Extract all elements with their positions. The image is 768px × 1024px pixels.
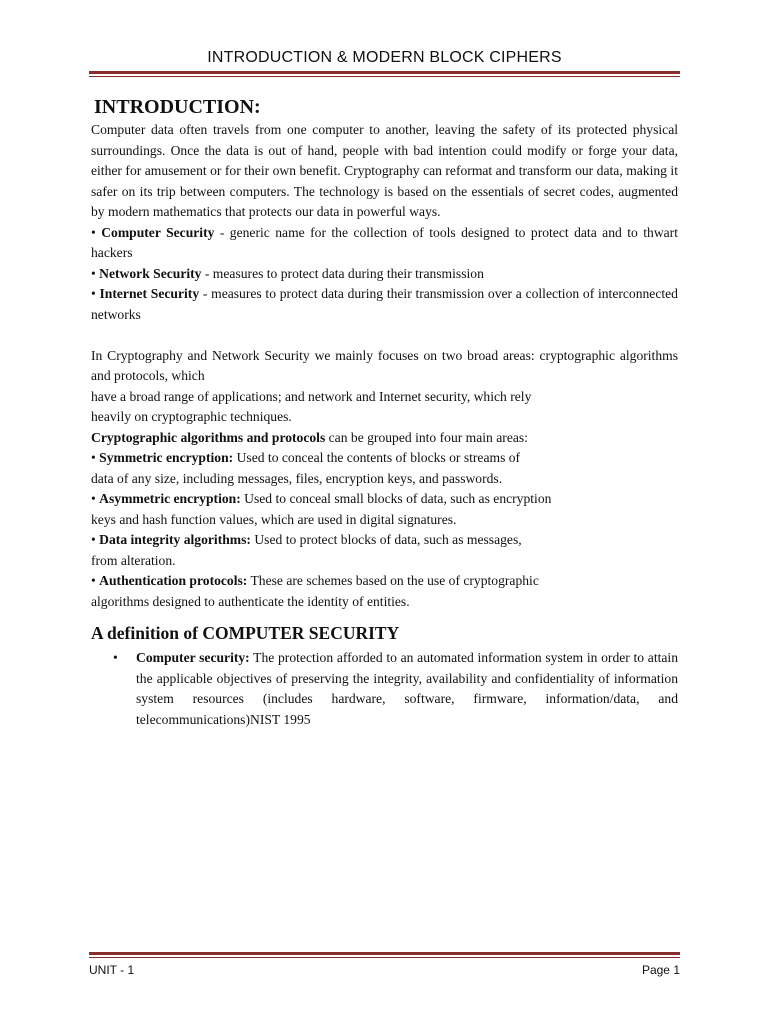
- area-text: Used to conceal the contents of blocks or streams of: [233, 450, 521, 465]
- area-term: Symmetric encryption:: [99, 450, 234, 465]
- definition-body: [136, 648, 678, 730]
- area-text: Used to conceal small blocks of data, such as encryption: [240, 491, 552, 506]
- footer-rule-thin: [89, 957, 680, 958]
- bullet-marker: •: [91, 450, 96, 465]
- bullet-term: Internet Security: [99, 286, 200, 301]
- bullet-marker: •: [113, 650, 118, 665]
- area-term: Asymmetric encryption:: [99, 491, 241, 506]
- footer-unit: UNIT - 1: [89, 963, 135, 977]
- bullet-marker: •: [91, 573, 96, 588]
- bullet-text: - measures to protect data during their transmission: [201, 265, 484, 281]
- area-item-authentication-cont: algorithms designed to authenticate the identity of entities.: [91, 593, 410, 609]
- area-item-integrity: [91, 530, 678, 551]
- definition-item: [91, 648, 678, 730]
- areas-lead-text: can be grouped into four main areas:: [325, 429, 528, 445]
- bullet-network-security: [91, 264, 678, 285]
- area-term: Data integrity algorithms:: [99, 532, 251, 547]
- areas-lead: [91, 428, 678, 449]
- bullet-term: Network Security: [99, 265, 202, 281]
- area-text: These are schemes based on the use of cryptographic: [247, 573, 539, 588]
- area-item-symmetric: [91, 448, 678, 469]
- focus-line-1: In Cryptography and Network Security we mainly focuses on two broad areas: cryptographic algorithms and protocols, which: [91, 347, 678, 383]
- bullet-marker: •: [91, 265, 96, 281]
- section-heading-introduction: INTRODUCTION:: [94, 96, 261, 118]
- bullet-marker: •: [91, 532, 96, 547]
- intro-paragraph: Computer data often travels from one computer to another, leaving the safety of its protected physical surroundings. Once the data is out of hand, people with bad intention could modify or forge your data, either for amusement or for their own benefit. Cryptography can reformat and transform our data, making it safer on its trip between computers. The technology is based on the essentials of secret codes, augmented by modern mathematics that protects our data in powerful ways.: [91, 122, 678, 219]
- page-body: [91, 94, 678, 730]
- area-item-symmetric-cont: data of any size, including messages, files, encryption keys, and passwords.: [91, 470, 503, 486]
- bullet-marker: •: [91, 286, 96, 301]
- running-header: INTRODUCTION & MODERN BLOCK CIPHERS: [207, 49, 562, 66]
- area-item-asymmetric-cont: keys and hash function values, which are used in digital signatures.: [91, 511, 457, 527]
- area-term: Authentication protocols:: [99, 573, 248, 588]
- bullet-text: - measures to protect data during their transmission over a collection of interconnected networks: [91, 286, 678, 322]
- area-item-integrity-cont: from alteration.: [91, 552, 176, 568]
- bullet-marker: •: [91, 224, 96, 240]
- bullet-marker: •: [91, 491, 96, 506]
- area-item-authentication: [91, 571, 678, 592]
- focus-line-3: heavily on cryptographic techniques.: [91, 409, 292, 424]
- areas-lead-term: Cryptographic algorithms and protocols: [91, 429, 326, 445]
- area-item-asymmetric: [91, 489, 678, 510]
- bullet-internet-security: [91, 284, 678, 325]
- paragraph-spacer: [91, 325, 678, 346]
- definition-text: The protection afforded to an automated information system in order to attain the applicable objectives of preserving the integrity, availability and confidentiality of information system resources (includes hardware, software, firmware, information/data, and telecommunications)NIST 1995: [136, 650, 678, 727]
- area-text: Used to protect blocks of data, such as messages,: [250, 532, 522, 547]
- bullet-text: - generic name for the collection of tools designed to protect data and to thwart hackers: [91, 224, 678, 260]
- footer-page-number: Page 1: [641, 963, 680, 977]
- footer-rule-thick: [89, 952, 680, 955]
- bullet-computer-security: [91, 223, 678, 264]
- bullet-term: Computer Security: [101, 224, 215, 240]
- running-footer: [89, 961, 680, 979]
- section-heading-definition: A definition of COMPUTER SECURITY: [91, 623, 400, 643]
- definition-term: Computer security:: [136, 650, 250, 665]
- focus-line-2: have a broad range of applications; and network and Internet security, which rely: [91, 388, 532, 404]
- header-rule-thick: [89, 71, 680, 74]
- header-rule-thin: [89, 76, 680, 77]
